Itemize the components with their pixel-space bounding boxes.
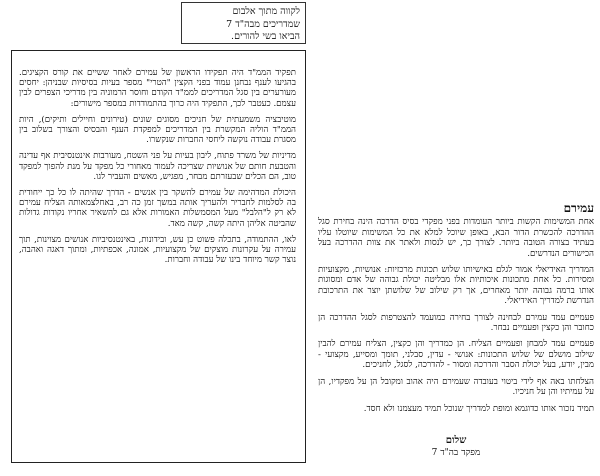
signature: מפקד בה"ד 7	[431, 448, 481, 458]
article-paragraph: אחת המשימות הקשות ביותר העומדות בפני מפקדי בסיס הדרכה הינה בחירת סגל ההדרכה להכשרת הדור הבא, באופן שיוכל למלא את כל המשימות שיוטלו עליו בעתיד בצורה הטובה ביותר. לצורך כך, יש לנסות ולאתר את צוות ההדרכה בעל הכישורים הנדרשים.	[318, 217, 594, 259]
signoff: שלום	[445, 435, 467, 446]
note-line: לקווה מתוך אלבום	[232, 6, 300, 17]
article-paragraph: פעמיים עמד עמירם לבחינה לצורך בחירה כמועמד להצטרפות לסגל ההדרכה הן כחובר והן כקצין ופעמיים נבחר.	[318, 312, 594, 334]
tribute-box	[11, 50, 306, 463]
tribute-paragraph: מדיניות של משרד פתוח, ליבון בעיות על פני השטח, מעורבות אינטנסיבית אף עדינה והטבעת חותם של אנושיות שצריכה לעמוד מאחורי כל מפקד על מנת להפוך למפקד טוב, הם הכלים שבעזרתם מבחר, מפגיש, מאשים והעביר לגו.	[19, 151, 296, 182]
article-paragraph: הצלחתו באה אף לידי ביטוי בעובדה שעמירם היה אהוב ומקובל הן על מפקדיו, הן על עמיתיו והן על חניכיו.	[318, 376, 594, 398]
tribute-paragraph: תפקיד הממ"ד היה תפקידו הראשון של עמירם לאחר ששיים את קורס הקציגים. בהגיעו לענף נבחנן עמוד בפני הקצין "הטרי" מספר בעיות בסיסיות שבניהן: יחסים מעורערים בין סגל המדריכים לממ"ד הקודם וחוסר הרמוניה בין מדריכי הצפרים לבין עצמם. כעטבר לכך, התפקיד היה כרוך בהתמודדות במספר מישורים:	[19, 68, 296, 109]
article-paragraph: המדריך האידיאלי אמור לגלם באישיותו שלוש תכונות מרכזיות: אנושיות, מקצועיות ומסירות. כל אחת מתכונות איכותיות אלו מבליטה יכולת גבוהה של אדם ומסוגות אותו ברמה גבוהה יותר מאחרים, אך רק שילוב של שלושתן יוצר את התרכובת הנדרשת למדריך האידיאלי.	[318, 265, 594, 307]
tribute-paragraph: מוטיבציה משמעתית של חניכים מסוגים שונים (טירונים וחיילים ותיקים), היות הממ"ד הוליה המקשרת בין המדריכים למפקדת הענף והבסיס והצורך בשלוב בין מסגרת עבודה נוקשה ליחסי החברות שנקשרו.	[19, 114, 296, 146]
article-heading: עמירם	[563, 203, 594, 215]
article-paragraph: תמיד נזכור אותו כדוגמא ומופת למדריך שנוכל תמיד מעצמנו ולא חסד.	[363, 403, 594, 414]
signature-block	[318, 435, 594, 459]
article-paragraph: פעמיים עמד למבחן ופעמיים הצליח. הן כמדריך והן כקצין, הצליח עמירם להבין שילוב מושלם של שלוש התכונות: אנושי - עדין, סבלני, תומך ומסייע, מקצועי - מבין, יודע, בעל יכולת הסבר והדרכה ומסור - להדרכה, לסגל, לחניכים.	[318, 339, 594, 371]
note-box	[181, 2, 306, 44]
main-article	[318, 203, 594, 420]
tribute-paragraph: היכולת המדהימה של עמירם להשקר בין אנשים - הדרך שהיתה לו כל כך ייחודית בה לסלמות לחבריר ולהעריך אותה במשך זמן כה רב, באחלצמאותה הצליח עמירם לא רק ל"הלבל" מעל המסמשלות האמורות אלא גם להשאיר אחריו נקודות גדולות שהביטה אליהן היתה קשה, קשה מאד.	[19, 188, 296, 229]
note-line: שמדריכים מבה"ד 7	[226, 18, 300, 30]
tribute-paragraph: לאו, ההתמודה, בתכלה פשוט כן עש, ובידונות, באינטנסיביות אנושים מצוינות, תוך עמירה על עקרונות מוצקים של מקצועיות, אמונה, אכפתיות, ומתוך דאגה ואהבה, נוצר קשר מיוחד בינו של עבודה וחברות.	[19, 234, 296, 266]
note-line: הביאו בשי להורים.	[231, 31, 300, 42]
